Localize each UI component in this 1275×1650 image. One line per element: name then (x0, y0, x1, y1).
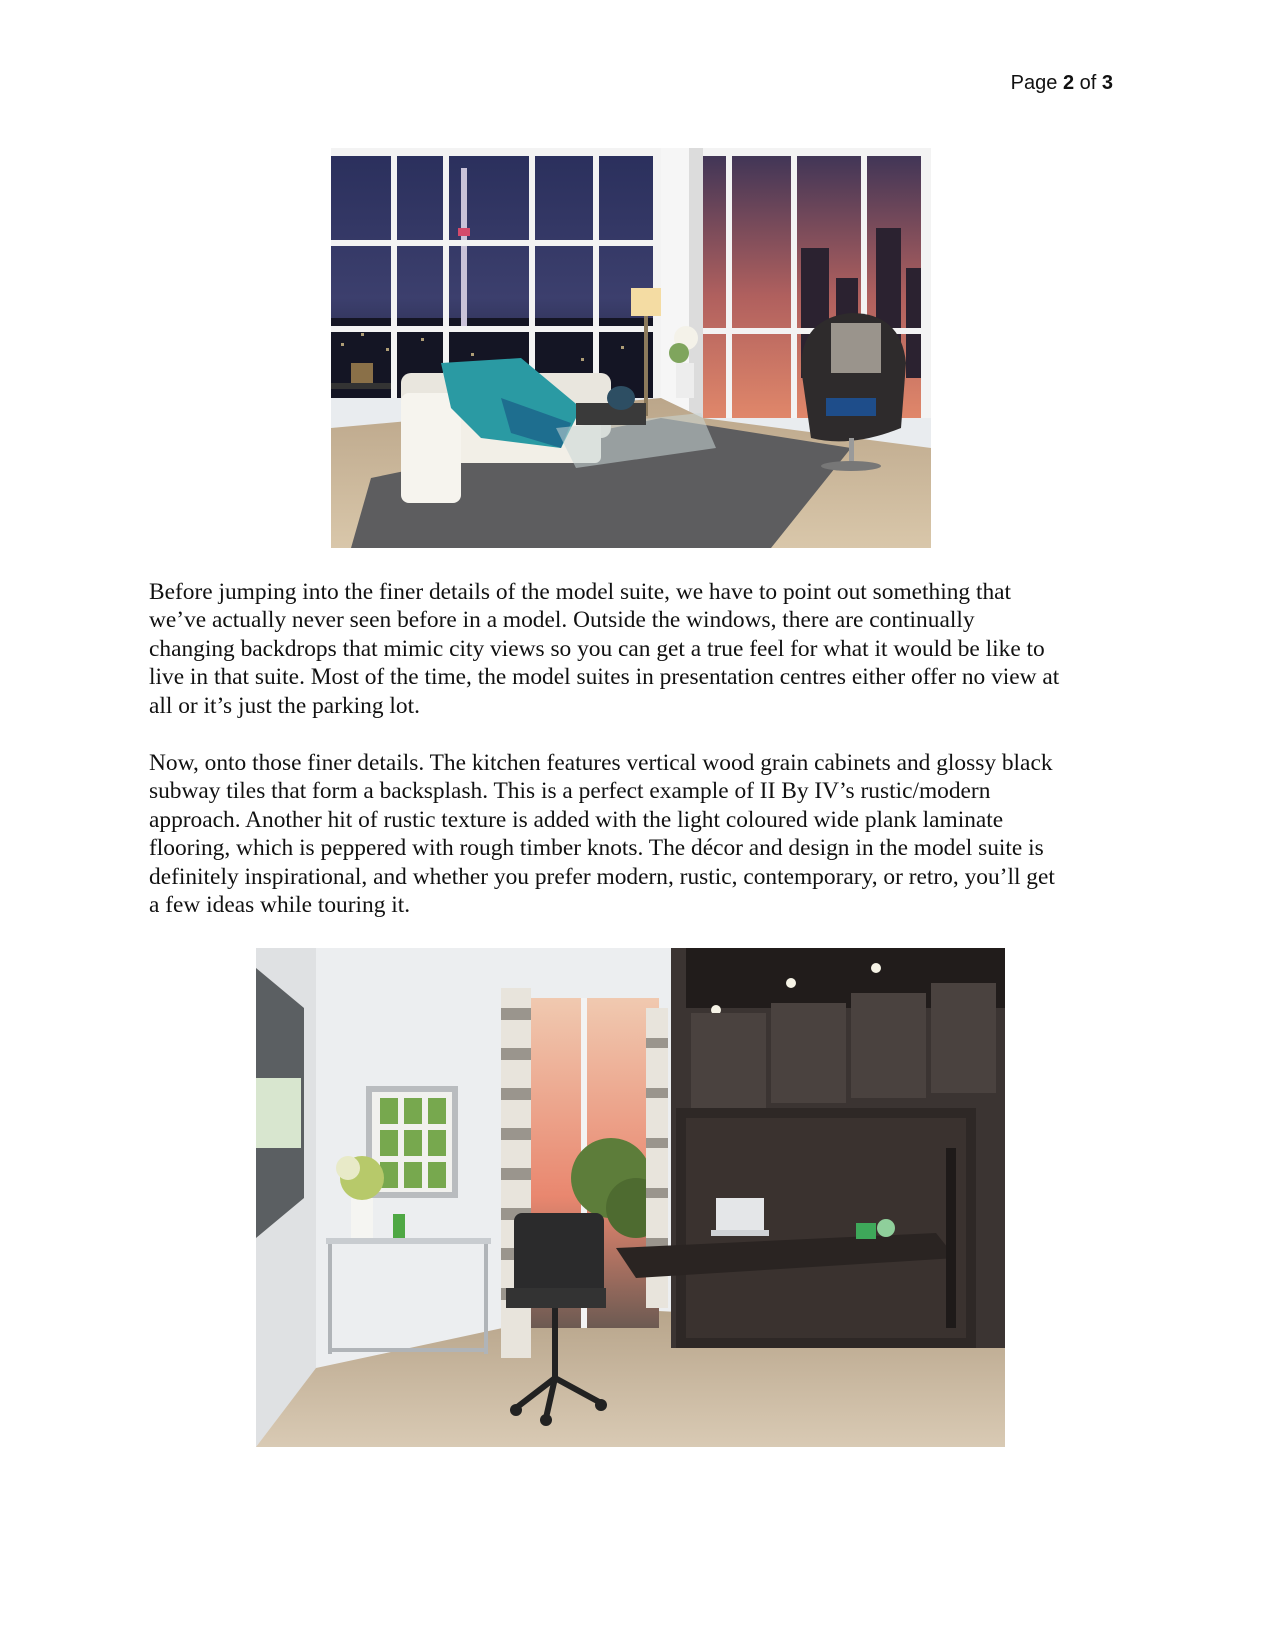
paragraph-line: approach. Another hit of rustic texture is added with the light coloured wide plank laminate (149, 806, 1004, 833)
paragraph-line: changing backdrops that mimic city views so you can get a true feel for what it would be like to (149, 635, 1045, 662)
paragraph-model-views (149, 578, 1139, 720)
living-room-photo (331, 148, 931, 548)
page-of: of (1079, 72, 1097, 94)
paragraph-line: subway tiles that form a backsplash. This is a perfect example of II By IV’s rustic/modern (149, 778, 991, 805)
page-current: 2 (1062, 72, 1075, 94)
paragraph-line: a few ideas while touring it. (149, 892, 411, 919)
paragraph-finer-details (149, 749, 1139, 919)
paragraph-line: Now, onto those finer details. The kitchen features vertical wood grain cabinets and glossy black (149, 750, 1053, 776)
paragraph-line: all or it’s just the parking lot. (149, 692, 420, 719)
page-total: 3 (1101, 72, 1113, 94)
office-nook-illustration (256, 948, 1005, 1447)
paragraph-line: definitely inspirational, and whether you prefer modern, rustic, contemporary, or retro, you’ll get (149, 863, 1055, 890)
paragraph-line: Before jumping into the finer details of the model suite, we have to point out something that (149, 579, 1012, 605)
paragraph-line: we’ve actually never seen before in a model. Outside the windows, there are continually (149, 607, 975, 634)
paragraph-line: flooring, which is peppered with rough timber knots. The décor and design in the model suite is (149, 835, 1044, 862)
page-prefix: Page (1010, 72, 1058, 94)
office-nook-photo (256, 948, 1005, 1447)
living-room-illustration (331, 148, 931, 548)
paragraph-line: live in that suite. Most of the time, the model suites in presentation centres either offer no view at (149, 664, 1060, 691)
page-number (1011, 72, 1113, 95)
